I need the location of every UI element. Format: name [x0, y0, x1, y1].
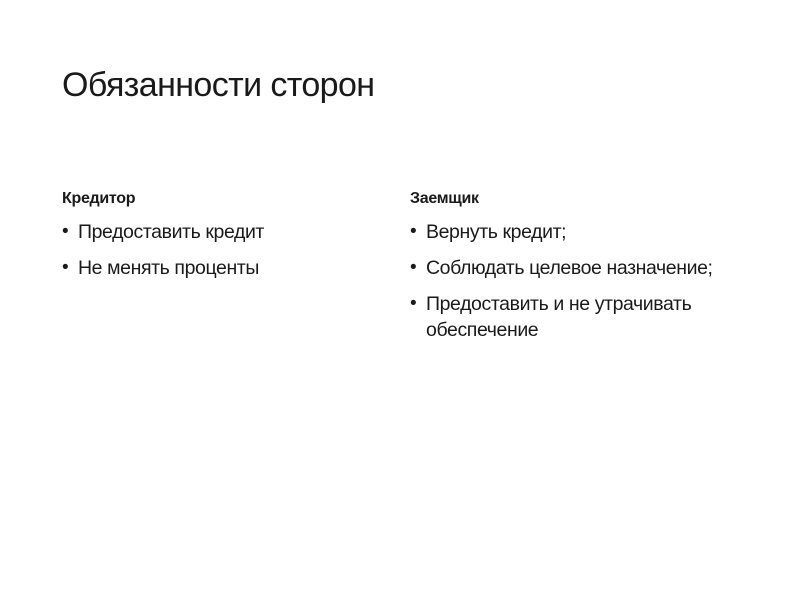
borrower-obligations-list: [410, 219, 750, 343]
bullet-icon: •: [62, 221, 69, 242]
bullet-icon: •: [410, 293, 417, 314]
list-item: [410, 219, 750, 245]
list-item-text: Не менять проценты: [78, 257, 259, 279]
list-item-text: Вернуть кредит;: [426, 221, 567, 243]
creditor-column: [62, 189, 402, 291]
list-item: [410, 255, 750, 281]
list-item: [62, 255, 402, 281]
list-item-text: Предоставить и не утрачивать обеспечение: [426, 293, 692, 341]
slide-title: Обязанности сторон: [62, 66, 375, 104]
list-item: [62, 219, 402, 245]
bullet-icon: •: [410, 221, 417, 242]
creditor-obligations-list: [62, 219, 402, 281]
bullet-icon: •: [62, 257, 69, 278]
list-item-text: Предоставить кредит: [78, 221, 264, 243]
list-item-text: Соблюдать целевое назначение;: [426, 257, 713, 279]
borrower-column: [410, 189, 750, 353]
borrower-heading: Заемщик: [410, 190, 479, 207]
creditor-heading: Кредитор: [62, 190, 136, 207]
list-item: [410, 291, 750, 343]
bullet-icon: •: [410, 257, 417, 278]
